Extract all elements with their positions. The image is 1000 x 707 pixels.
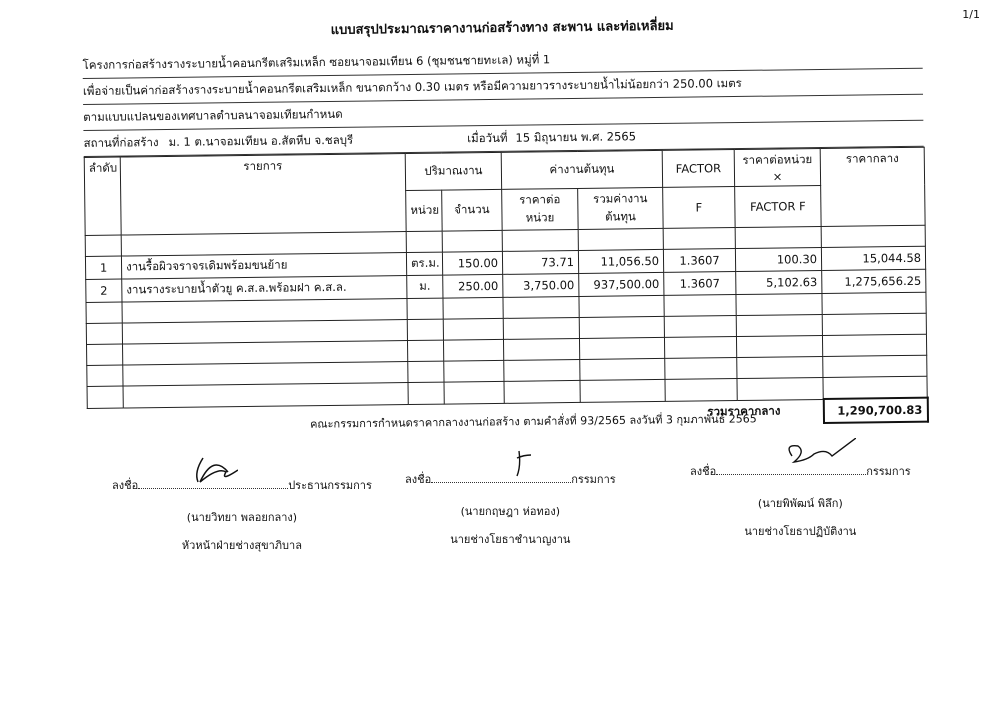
- document-title: แบบสรุปประมาณราคางานก่อสร้างทาง สะพาน และท่อเหลี่ยม: [330, 18, 674, 38]
- header-total-cost: รวมค่างานต้นทุน: [578, 187, 664, 229]
- signature-block-chairman: [112, 476, 372, 554]
- cost-table: [84, 147, 929, 433]
- header-no: ลำดับ: [84, 157, 121, 235]
- header-unit: หน่วย: [406, 190, 442, 231]
- page-number: 1/1: [962, 8, 980, 21]
- signer-position: หัวหน้าฝ่ายช่างสุขาภิบาล: [181, 539, 302, 552]
- total-value: 1,290,700.83: [823, 398, 927, 423]
- row-amount: 250.00: [443, 274, 503, 298]
- sign-role: กรรมการ: [571, 473, 616, 486]
- signer-name: (นายวิทยา พลอยกลาง): [186, 511, 298, 524]
- sign-role: ประธานกรรมการ: [288, 479, 372, 492]
- signer-position: นายช่างโยธาปฏิบัติงาน: [744, 525, 857, 538]
- signature-block-member-2: [690, 462, 911, 540]
- signer-name: (นายกฤษฎา ห่อทอง): [460, 505, 561, 518]
- signature-line: [431, 472, 571, 483]
- row-total-cost: 937,500.00: [579, 272, 664, 296]
- row-amount: 150.00: [442, 251, 502, 275]
- signature-line: [716, 464, 866, 475]
- row-price-factor: 100.30: [735, 247, 821, 271]
- sign-label: ลงชื่อ: [112, 479, 139, 492]
- header-item: รายการ: [120, 154, 406, 235]
- row-unit-price: 3,750.00: [503, 273, 579, 297]
- header-factor-f: F: [663, 187, 735, 229]
- purpose-line: เพื่อจ่ายเป็นค่าก่อสร้างรางระบายน้ำคอนกรีตเสริมเหล็ก ขนาดกว้าง 0.30 เมตร หรือมีความยาวรางระบายน้ำไม่น้อยกว่า 250.00 เมตร: [83, 69, 923, 105]
- handwritten-signature-icon: [736, 438, 856, 478]
- total-label: รวมราคากลาง: [707, 403, 781, 419]
- signature-line: [138, 478, 288, 489]
- site-label: สถานที่ก่อสร้าง: [83, 135, 159, 150]
- sign-label: ลงชื่อ: [405, 473, 432, 486]
- row-price-factor: 5,102.63: [736, 270, 822, 294]
- row-item: งานรื้อผิวจราจรเดิมพร้อมขนย้าย: [121, 253, 406, 279]
- row-item: งานรางระบายน้ำตัวยู ค.ส.ล.พร้อมฝา ค.ส.ล.: [122, 276, 407, 302]
- signer-position: นายช่างโยธาชำนาญงาน: [450, 533, 571, 546]
- signature-block-member-1: [405, 470, 616, 548]
- plan-line: ตามแบบแปลนของเทศบาลตำบลนาจอมเทียนกำหนด: [83, 95, 923, 131]
- project-line: โครงการก่อสร้างรางระบายน้ำคอนกรีตเสริมเหล็ก ซอยนาจอมเทียน 6 (ชุมชนชายทะเล) หมู่ที่ 1: [82, 43, 922, 79]
- handwritten-signature-icon: [158, 452, 238, 488]
- sign-role: กรรมการ: [866, 465, 911, 478]
- header-unit-price: ราคาต่อหน่วย: [502, 188, 578, 230]
- header-price-factor-2: FACTOR F: [735, 185, 821, 227]
- header-amount: จำนวน: [442, 189, 502, 231]
- row-unit: ตร.ม.: [406, 252, 442, 275]
- header-base-cost: ค่างานต้นทุน: [501, 150, 662, 189]
- sign-label: ลงชื่อ: [690, 465, 717, 478]
- row-unit-price: 73.71: [502, 250, 578, 274]
- date-label: เมื่อวันที่: [467, 130, 508, 146]
- row-factor: 1.3607: [663, 249, 735, 273]
- handwritten-signature-icon: [451, 446, 531, 486]
- row-factor: 1.3607: [664, 272, 736, 296]
- row-median: 15,044.58: [821, 246, 925, 270]
- row-median: 1,275,656.25: [822, 269, 926, 293]
- row-unit: ม.: [407, 275, 443, 298]
- header-quantity: ปริมาณงาน: [405, 152, 501, 190]
- header-median-price: ราคากลาง: [820, 147, 925, 226]
- signer-name: (นายพิพัฒน์ พิลึก): [757, 497, 843, 510]
- committee-text: คณะกรรมการกำหนดราคากลางงานก่อสร้าง ตามคำสั่งที่ 93/2565 ลงวันที่ 3 กุมภาพันธ์ 2565: [309, 412, 757, 431]
- site-value: ม. 1 ต.นาจอมเทียน อ.สัตหีบ จ.ชลบุรี: [168, 132, 354, 149]
- header-factor: FACTOR: [662, 150, 734, 188]
- row-no: 1: [85, 256, 121, 279]
- header-price-factor-1: ราคาต่อหน่วย ×: [734, 148, 820, 186]
- row-total-cost: 11,056.50: [578, 249, 663, 273]
- row-no: 2: [86, 279, 122, 302]
- date-value: 15 มิถุนายน พ.ศ. 2565: [515, 129, 637, 145]
- estimate-form: [82, 6, 927, 433]
